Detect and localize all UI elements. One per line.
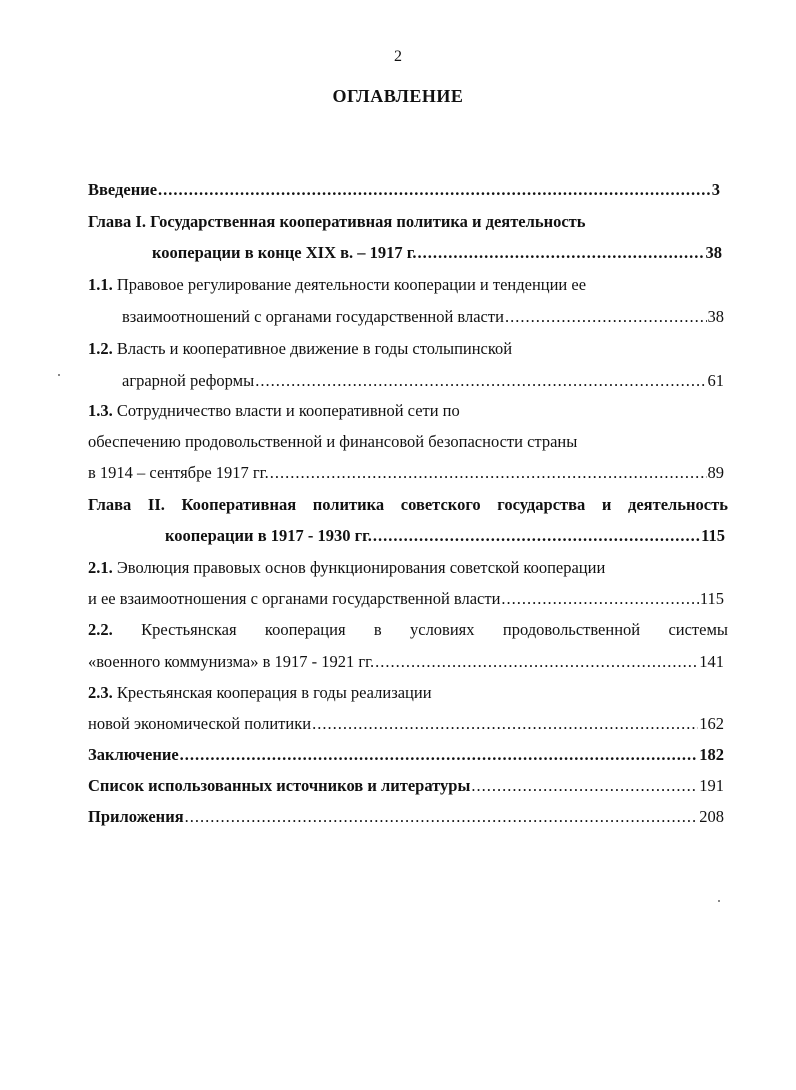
- toc-entry-chapter-1[interactable]: [152, 243, 722, 263]
- toc-entry-page: 191: [699, 776, 724, 795]
- toc-entry-title: Список использованных источников и литературы: [88, 776, 471, 795]
- toc-entry-1-3-line1[interactable]: [88, 401, 460, 421]
- dot-leader: [312, 714, 698, 734]
- dot-leader: [270, 463, 707, 483]
- word: и: [601, 495, 612, 514]
- dot-leader: [255, 371, 706, 391]
- toc-entry-page: 208: [699, 807, 724, 826]
- toc-entry-page: 115: [699, 589, 724, 608]
- dot-leader: [418, 243, 705, 263]
- toc-entry-title: в 1914 – сентябре 1917 гг.: [88, 463, 269, 482]
- toc-entry-page: 38: [707, 307, 724, 326]
- toc-entry-title: и ее взаимоотношения с органами государственной власти: [88, 589, 501, 608]
- toc-entry-title: Сотрудничество власти и кооперативной сети по: [116, 401, 460, 420]
- toc-entry-1-1[interactable]: [122, 307, 724, 327]
- toc-entry-title: Правовое регулирование деятельности кооперации и тенденции ее: [116, 275, 587, 294]
- toc-entry-2-3-line1[interactable]: [88, 683, 432, 703]
- toc-entry-page: 141: [699, 652, 724, 671]
- toc-entry-sources[interactable]: [88, 776, 724, 796]
- section-number: 1.2.: [88, 339, 113, 358]
- toc-entry-page: 89: [707, 463, 724, 482]
- dot-leader: [185, 807, 699, 827]
- page-title: ОГЛАВЛЕНИЕ: [332, 86, 464, 106]
- toc-entry-title: Крестьянская кооперация в годы реализации: [116, 683, 432, 702]
- toc-entry-title: кооперации в 1917 - 1930 гг.: [165, 526, 372, 545]
- word: советского: [400, 495, 481, 514]
- toc-entry-page: 38: [705, 243, 722, 262]
- word: деятельность: [628, 495, 728, 514]
- toc-entry-page: 115: [701, 526, 725, 545]
- word: в: [373, 620, 382, 639]
- toc-entry-page: 162: [699, 714, 724, 733]
- toc-entry-chapter-1-line1[interactable]: Глава I. Государственная кооперативная политика и деятельность: [88, 212, 586, 231]
- toc-entry-page: 3: [711, 180, 720, 199]
- dot-leader: [501, 589, 698, 609]
- toc-entry-1-3[interactable]: [88, 463, 724, 483]
- toc-entry-title: Приложения: [88, 807, 184, 826]
- toc-entry-1-3-line2[interactable]: обеспечению продовольственной и финансовой безопасности страны: [88, 432, 578, 451]
- section-number: 1.3.: [88, 401, 113, 420]
- toc-entry-title: «военного коммунизма» в 1917 - 1921 гг.: [88, 652, 375, 671]
- word: системы: [668, 620, 728, 639]
- word: государства: [497, 495, 586, 514]
- toc-entry-title: Заключение: [88, 745, 179, 764]
- toc-entry-page: 61: [707, 371, 724, 390]
- word: продовольственной: [502, 620, 641, 639]
- word: Крестьянская: [141, 620, 237, 639]
- dot-leader: [505, 307, 707, 327]
- toc-entry-1-2-line1[interactable]: [88, 339, 512, 359]
- toc-entry-chapter-2[interactable]: [165, 526, 725, 546]
- toc-entry-title: Введение: [88, 180, 158, 199]
- dot-leader: [471, 776, 698, 796]
- toc-entry-title: взаимоотношений с органами государственной власти: [122, 307, 504, 326]
- scan-speck: [58, 374, 60, 376]
- word: II.: [147, 495, 165, 514]
- toc-entry-conclusion[interactable]: [88, 745, 724, 765]
- toc-entry-2-1-line1[interactable]: [88, 558, 605, 578]
- toc-entry-title: Власть и кооперативное движение в годы столыпинской: [116, 339, 513, 358]
- word: Глава: [88, 495, 132, 514]
- toc-entry-title: аграрной реформы: [122, 371, 255, 390]
- toc-entry-2-1[interactable]: [88, 589, 724, 609]
- toc-entry-intro[interactable]: [88, 180, 720, 200]
- page-number: 2: [394, 48, 402, 65]
- toc-entry-title: новой экономической политики: [88, 714, 312, 733]
- toc-entry-2-2[interactable]: [88, 652, 724, 672]
- word: условиях: [410, 620, 475, 639]
- toc-entry-page: 182: [699, 745, 724, 764]
- dot-leader: [158, 180, 711, 200]
- section-number: 2.2.: [88, 620, 113, 639]
- toc-entry-chapter-2-line1[interactable]: [88, 495, 728, 515]
- toc-entry-1-1-line1[interactable]: [88, 275, 586, 295]
- dot-leader: [373, 526, 700, 546]
- word: Кооперативная: [181, 495, 297, 514]
- word: кооперация: [264, 620, 346, 639]
- toc-entry-title: Эволюция правовых основ функционирования советской кооперации: [116, 558, 606, 577]
- section-number: 1.1.: [88, 275, 113, 294]
- toc-entry-title: кооперации в конце XIX в. – 1917 г.: [152, 243, 417, 262]
- toc-entry-2-3[interactable]: [88, 714, 724, 734]
- section-number: 2.3.: [88, 683, 113, 702]
- word: политика: [312, 495, 385, 514]
- toc-entry-appendix[interactable]: [88, 807, 724, 827]
- toc-entry-2-2-line1[interactable]: [88, 620, 728, 640]
- dot-leader: [180, 745, 699, 765]
- section-number: 2.1.: [88, 558, 113, 577]
- toc-entry-1-2[interactable]: [122, 371, 724, 391]
- dot-leader: [375, 652, 698, 672]
- scan-speck: [718, 900, 720, 902]
